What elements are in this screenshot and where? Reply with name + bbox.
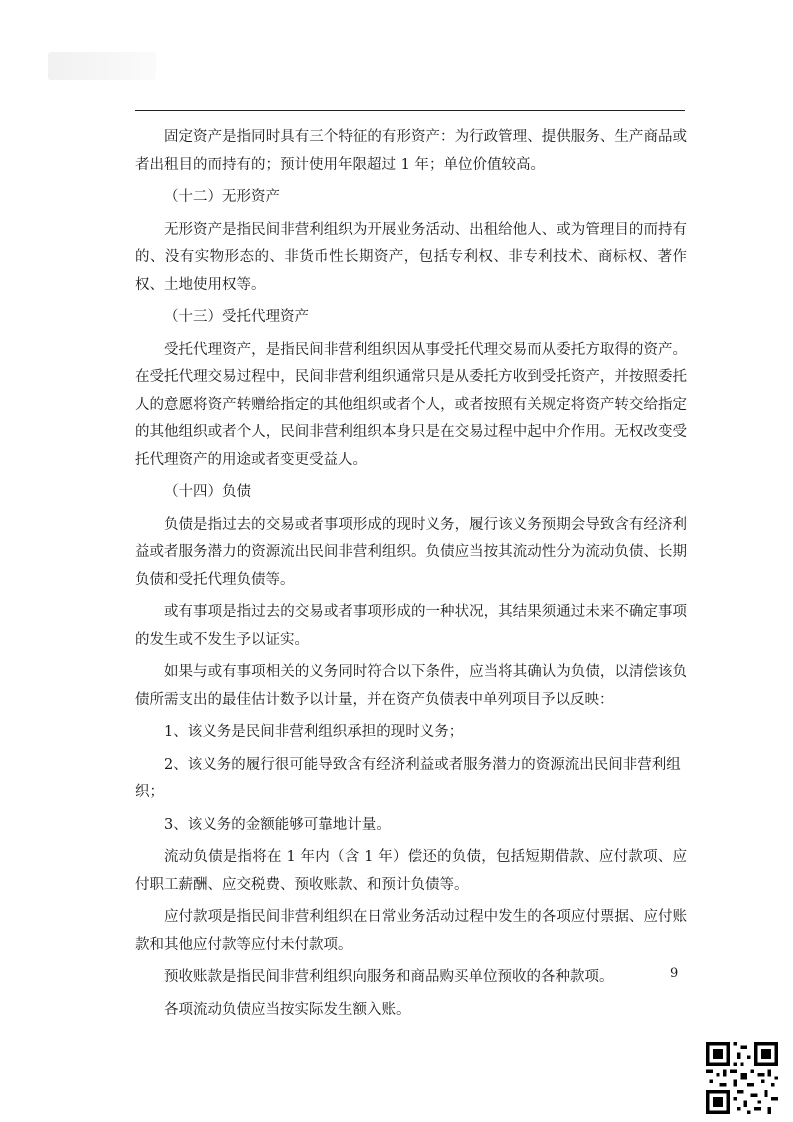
paragraph-liabilities: 负债是指过去的交易或者事项形成的现时义务，履行该义务预期会导致含有经济利益或者服务潜力的资源流出民间非营利组织。负债应当按其流动性分为流动负债、长期负债和受托代理负债等。 bbox=[135, 516, 687, 588]
page-number: 9 bbox=[670, 966, 679, 981]
heading-entrusted-assets: （十三）受托代理资产 bbox=[164, 309, 309, 325]
paragraph-contingencies: 或有事项是指过去的交易或者事项形成的一种状况，其结果须通过未来不确定事项的发生或不发生予以证实。 bbox=[135, 604, 687, 648]
heading-intangible-assets: （十二）无形资产 bbox=[164, 189, 280, 205]
list-item-condition-2: 2、该义务的履行很可能导致含有经济利益或者服务潜力的资源流出民间非营利组织； bbox=[135, 756, 681, 800]
faded-header-stamp bbox=[48, 52, 156, 80]
paragraph-intangible-assets: 无形资产是指民间非营利组织为开展业务活动、出租给他人、或为管理目的而持有的、没有实物形态的、非货币性长期资产，包括专利权、非专利技术、商标权、著作权、土地使用权等。 bbox=[135, 221, 687, 293]
list-item-condition-3: 3、该义务的金额能够可靠地计量。 bbox=[164, 816, 391, 833]
paragraph-current-liabilities: 流动负债是指将在 1 年内（含 1 年）偿还的负债，包括短期借款、应付款项、应付职工薪酬、应交税费、预收账款、和预计负债等。 bbox=[135, 849, 687, 893]
paragraph-recognition-conditions: 如果与或有事项相关的义务同时符合以下条件，应当将其确认为负债，以清偿该负债所需支出的最佳估计数予以计量，并在资产负债表中单列项目予以反映： bbox=[135, 664, 687, 708]
list-item-condition-1: 1、该义务是民间非营利组织承担的现时义务； bbox=[164, 724, 464, 740]
paragraph-fixed-assets: 固定资产是指同时具有三个特征的有形资产：为行政管理、提供服务、生产商品或者出租目的而持有的；预计使用年限超过 1 年；单位价值较高。 bbox=[135, 129, 687, 173]
heading-liabilities: （十四）负债 bbox=[164, 484, 251, 500]
paragraph-entrusted-assets: 受托代理资产，是指民间非营利组织因从事受托代理交易而从委托方取得的资产。在受托代理交易过程中，民间非营利组织通常只是从委托方收到受托资产，并按照委托人的意愿将资产转赠给指定的其他组织或者个人，或者按照有关规定将资产转交给指定的其他组织或者个人，民间非营利组织本身只是在交易过程中起中介作用。无权改变受托代理资产的用途或者变更受益人。 bbox=[135, 341, 687, 468]
paragraph-advance-receipts: 预收账款是指民间非营利组织向服务和商品购买单位预收的各种款项。 bbox=[164, 969, 614, 985]
paragraph-payables: 应付款项是指民间非营利组织在日常业务活动过程中发生的各项应付票据、应付账款和其他应付款等应付未付款项。 bbox=[135, 909, 687, 953]
header-rule bbox=[135, 110, 685, 111]
paragraph-recording: 各项流动负债应当按实际发生额入账。 bbox=[164, 1001, 411, 1018]
qr-code-icon bbox=[706, 1042, 778, 1114]
document-body bbox=[135, 124, 687, 1029]
